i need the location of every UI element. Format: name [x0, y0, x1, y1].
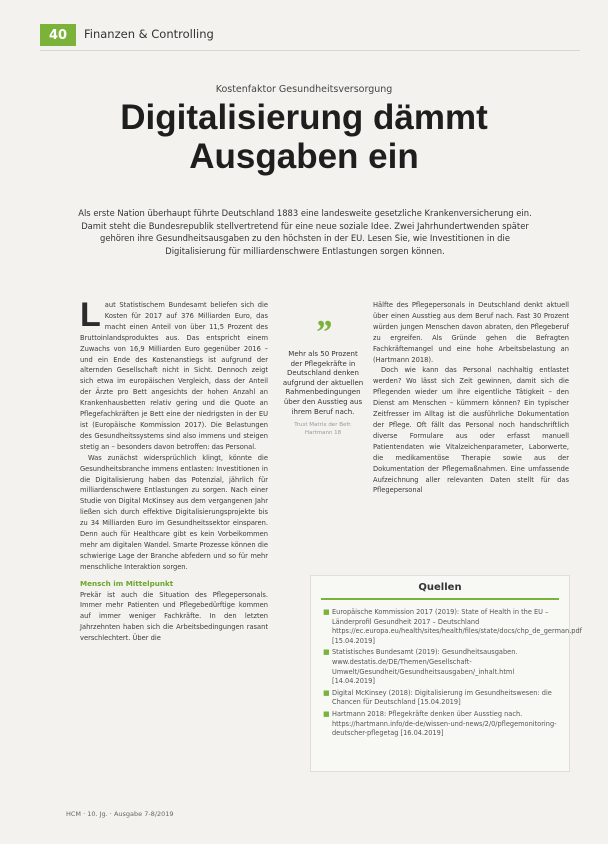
article-kicker: Kostenfaktor Gesundheitsversorgung	[215, 84, 393, 95]
source-item: ■ Hartmann 2018: Pflegekräfte denken über Ausstieg nach. https://hartmann.info/de-de/wissen-und-news/2/0/pflegemonitoring-deutscher-pflegetag [16.04.2019]	[323, 709, 557, 738]
body-column-right	[373, 300, 569, 496]
page-number: 40	[48, 27, 68, 43]
section-label: Finanzen & Controlling	[84, 27, 214, 41]
page-number-badge	[40, 24, 76, 46]
paragraph-1-text: aut Statistischem Bundesamt beliefen sich die Kosten für 2017 auf 376 Milliarden Euro, das macht einen Anteil von über 11,5 Prozent des Bruttoinlandsproduktes aus. Das entspricht einem Zuwachs von 16,9 Milliarden Euro gegenüber 2016 – und ein Ende des Kostenanstiegs ist aufgrund der alternden Gesellschaft nicht in Sicht. Dennoch zeigt sich etwa im europäischen Vergleich, dass der Anteil der Ärzte pro Bett angesichts der hohen Anzahl an Krankenhausbetten relativ gering und die Quote an Pflegefachkräften je Bett eine der niedrigsten in der EU ist (Europäische Kommission 2017). Die Belastungen des Gesundheitssystems sind also immens und steigen stetig an – besonders davon betroffen: das Personal.	[80, 301, 268, 451]
paragraph-3: Prekär ist auch die Situation des Pflegepersonals. Immer mehr Patienten und Pflegebedürftige kommen auf immer weniger Fachkräfte. In den letzten Jahrzehnten haben sich die Arbeitsbedingungen rasant verschlechtert. Über die	[80, 590, 268, 643]
article-headline	[40, 98, 568, 176]
pull-quote-source: Trust Matrix der Befr. Hartmann 18	[294, 422, 352, 436]
headline-line-2: Ausgaben ein	[189, 137, 419, 176]
subheading: Mensch im Mittelpunkt	[80, 578, 174, 588]
source-item: ■ Statistisches Bundesamt (2019): Gesundheitsausgaben. www.destatis.de/DE/Themen/Gesellschaft-Umwelt/Gesundheit/Gesundheitsausgaben/_inhalt.html [14.04.2019]	[323, 648, 518, 686]
body-column-left	[80, 296, 268, 644]
paragraph-1	[80, 296, 268, 453]
sources-box	[310, 575, 583, 772]
drop-cap: L	[80, 296, 101, 334]
source-item: ■ Digital McKinsey (2018): Digitalisierung im Gesundheitswesen: die Chancen für Deutschland [15.04.2019]	[323, 688, 552, 707]
quote-mark-icon: ”	[314, 314, 332, 351]
page-footer: HCM · 10. Jg. · Ausgabe 7-8/2019	[66, 810, 174, 818]
source-item: ■ Europäische Kommission 2017 (2019): State of Health in the EU – Länderprofil Gesundheit 2017 – Deutschland https://ec.europa.eu/health/sites/health/files/state/docs/chp_de_german.pdf [15.04.2019]	[323, 608, 583, 645]
sources-list	[311, 608, 583, 739]
pull-quote	[282, 314, 364, 437]
sources-divider	[321, 598, 559, 600]
pull-quote-text: Mehr als 50 Prozent der Pflegekräfte in Deutschland denken aufgrund der aktuellen Rahmenbedingungen über den Ausstieg aus ihrem Beruf nach.	[282, 350, 364, 416]
article-lead: Als erste Nation überhaupt führte Deutschland 1883 eine landesweite gesetzliche Krankenversicherung ein. Damit steht die Bundesrepublik stellvertretend für eine neue soziale Idee. Zwei Jahrhundertwenden später gehören ihre Gesundheitsausgaben zu den höchsten in der EU. Lesen Sie, wie Investitionen in die Digitalisierung für milliardenschwere Entlastungen sorgen können.	[78, 208, 532, 256]
header-divider	[40, 50, 580, 51]
paragraph-5: Doch wie kann das Personal nachhaltig entlastet werden? Wo lässt sich Zeit gewinnen, damit sich die Pflegenden wieder um ihre eigentliche Tätigkeit – den Dienst am Menschen – kümmern können? Ein typischer Zeitfresser im Alltag ist die ausführliche Dokumentation der Pflege. Oft fällt das Personal noch handschriftlich diverse Formulare aus oder erfasst manuell Patientendaten wie Vitalzeichenparameter, Laborwerte, die medikamentöse Therapie sowie aus der Dokumentation der Pflegemaßnahmen. Eine umfassende Aufzeichnung aller relevanten Daten stellt für das Pflegepersonal	[373, 366, 569, 495]
bullet-icon: ■	[323, 709, 330, 718]
paragraph-4: Hälfte des Pflegepersonals in Deutschland denkt aktuell über einen Ausstieg aus dem Beruf nach. Fast 30 Prozent würden jungen Menschen davon abraten, den Pflegeberuf zu ergreifen. Als Gründe gehen die Befragten Fachkräftemangel und eine hohe Arbeitsbelastung an (Hartmann 2018).	[373, 301, 569, 364]
bullet-icon: ■	[323, 608, 330, 616]
paragraph-2: Was zunächst widersprüchlich klingt, könnte die Gesundheitsbranche immens entlasten: Investitionen in die Digitalisierung haben das Potenzial, jährlich für milliardenschwere Entlastungen zu sorgen. Nach einer Studie von Digital McKinsey aus dem vergangenen Jahr ließen sich durch effektive Digitalisierungsprojekte bis zu 34 Milliarden Euro im Gesundheitssektor einsparen. Denn auch für Healthcare gibt es kein Vorbeikommen mehr am digitalen Wandel. Smarte Prozesse können die schwierige Lage der Branche abfedern und so für mehr menschliche Interaktion sorgen.	[80, 453, 268, 571]
sources-title: Quellen	[418, 582, 462, 593]
bullet-icon: ■	[323, 688, 330, 697]
bullet-icon: ■	[323, 648, 330, 657]
headline-line-1: Digitalisierung dämmt	[120, 98, 488, 137]
